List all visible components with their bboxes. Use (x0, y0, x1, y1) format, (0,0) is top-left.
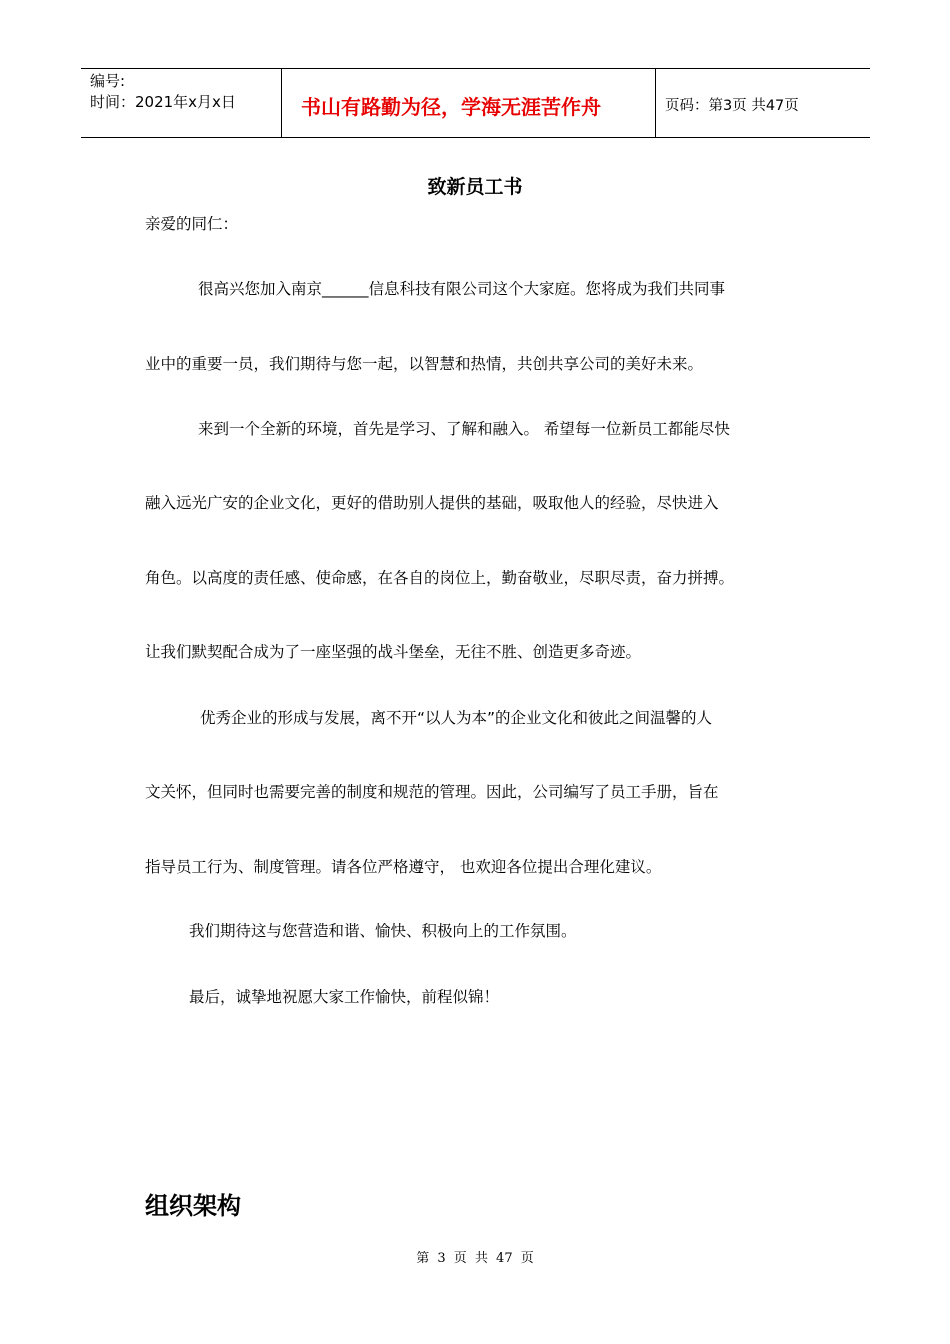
header-time-label: 时间：2021年x月x日 (90, 93, 236, 111)
letter-line: 最后，诚挚地祝愿大家工作愉快，前程似锦！ (189, 988, 500, 1006)
letter-line: 让我们默契配合成为了一座坚强的战斗堡垒，无往不胜、创造更多奇迹。 (145, 643, 642, 661)
letter-line: 指导员工行为、制度管理。请各位严格遵守， 也欢迎各位提出合理化建议。 (145, 858, 662, 876)
letter-salutation: 亲爱的同仁： (145, 215, 239, 233)
letter-line: 融入远光广安的企业文化，更好的借助别人提供的基础，吸取他人的经验，尽快进入 (145, 494, 719, 512)
letter-line: 文关怀，但同时也需要完善的制度和规范的管理。因此，公司编写了员工手册，旨在 (145, 783, 719, 801)
page-footer: 第 3 页 共 47 页 (416, 1251, 534, 1266)
header-meta (81, 69, 282, 137)
header-number-label: 编号: (90, 72, 126, 90)
header-motto: 书山有路勤为径，学海无涯苦作舟 (282, 69, 656, 137)
page-header (81, 68, 870, 138)
letter-line: 优秀企业的形成与发展，离不开“以人为本”的企业文化和彼此之间温馨的人 (200, 709, 713, 727)
letter-line: 角色。以高度的责任感、使命感，在各自的岗位上，勤奋敬业，尽职尽责，奋力拼搏。 (145, 569, 735, 587)
letter-title: 致新员工书 (427, 176, 523, 198)
letter-line: 业中的重要一员，我们期待与您一起，以智慧和热情，共创共享公司的美好未来。 (145, 355, 704, 373)
letter-line: 很高兴您加入南京______信息科技有限公司这个大家庭。您将成为我们共同事 (198, 280, 726, 298)
header-page-info: 页码：第3页 共47页 (665, 97, 799, 114)
letter-line: 我们期待这与您营造和谐、愉快、积极向上的工作氛围。 (189, 922, 577, 940)
letter-line: 来到一个全新的环境，首先是学习、了解和融入。 希望每一位新员工都能尽快 (198, 420, 730, 438)
section-heading: 组织架构 (145, 1192, 241, 1220)
